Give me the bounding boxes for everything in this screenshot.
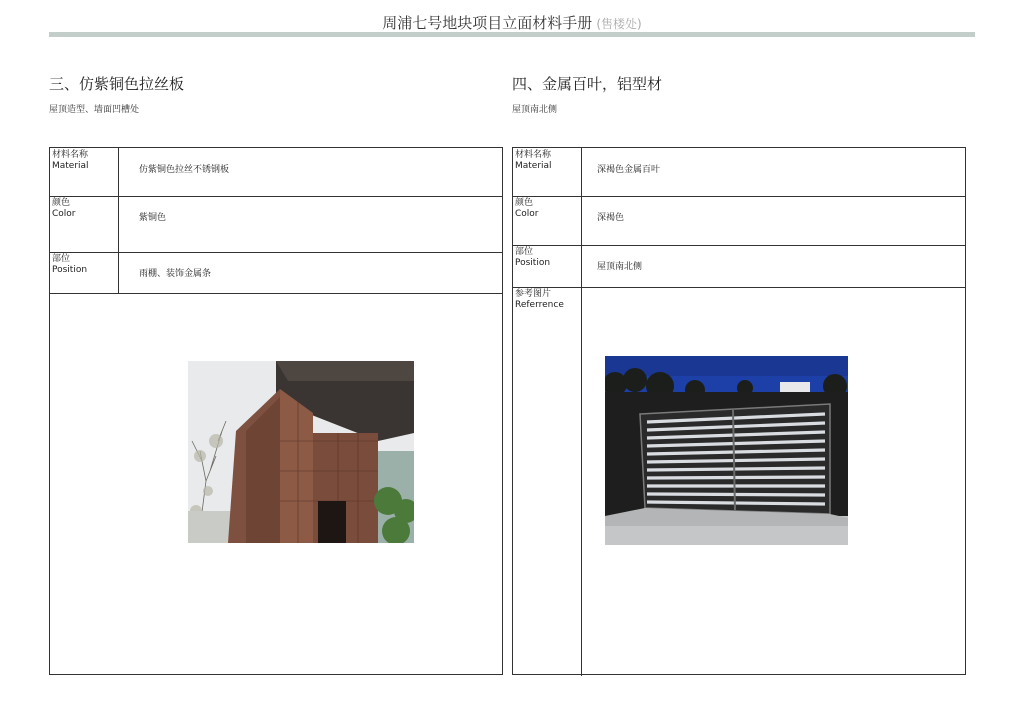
material-label bbox=[52, 150, 89, 172]
color-label-en: Color bbox=[52, 209, 76, 219]
left-column-divider bbox=[118, 148, 119, 293]
position-value: 雨棚、装饰金属条 bbox=[139, 269, 212, 279]
page-title: 周浦七号地块项目立面材料手册 bbox=[382, 14, 593, 32]
material-label-en: Material bbox=[52, 161, 89, 171]
position-value: 屋顶南北侧 bbox=[597, 262, 643, 272]
color-value: 深褐色 bbox=[597, 213, 625, 223]
page-header bbox=[0, 12, 1024, 33]
right-spec-sheet bbox=[512, 147, 966, 675]
color-label-en: Color bbox=[515, 209, 539, 219]
right-row-divider bbox=[513, 196, 965, 197]
material-label-en: Material bbox=[515, 161, 552, 171]
position-label bbox=[515, 247, 550, 269]
position-label-en: Position bbox=[52, 265, 88, 275]
color-label bbox=[52, 198, 76, 220]
reference-label-cn: 参考图片 bbox=[515, 289, 552, 299]
color-value: 紫铜色 bbox=[139, 213, 167, 223]
material-value: 深褐色金属百叶 bbox=[597, 165, 661, 175]
reference-label bbox=[515, 289, 564, 311]
left-section-title: 三、仿紫铜色拉丝板 bbox=[49, 75, 185, 93]
position-label-cn: 部位 bbox=[52, 254, 71, 264]
material-label bbox=[515, 150, 552, 172]
left-row-divider bbox=[50, 196, 502, 197]
material-label-cn: 材料名称 bbox=[52, 150, 89, 160]
left-section-subtitle: 屋顶造型、墙面凹槽处 bbox=[49, 105, 140, 115]
position-label-cn: 部位 bbox=[515, 247, 534, 257]
header-divider bbox=[49, 32, 975, 37]
page-subtitle: (售楼处) bbox=[596, 17, 642, 31]
right-row-divider bbox=[513, 245, 965, 246]
color-label bbox=[515, 198, 539, 220]
color-label-cn: 颜色 bbox=[515, 198, 534, 208]
reference-label-en: Referrence bbox=[515, 300, 564, 310]
material-label-cn: 材料名称 bbox=[515, 150, 552, 160]
right-column-divider bbox=[581, 148, 582, 676]
right-section-subtitle: 屋顶南北侧 bbox=[512, 105, 558, 115]
right-section-title: 四、金属百叶，铝型材 bbox=[512, 75, 663, 93]
left-row-divider bbox=[50, 252, 502, 253]
copper-building-photo bbox=[188, 361, 414, 543]
louver-gate-photo bbox=[605, 356, 848, 545]
right-row-divider bbox=[513, 287, 965, 288]
position-label-en: Position bbox=[515, 258, 551, 268]
left-row-divider bbox=[50, 293, 502, 294]
material-value: 仿紫铜色拉丝不锈钢板 bbox=[139, 165, 230, 175]
left-spec-sheet bbox=[49, 147, 503, 675]
position-label bbox=[52, 254, 87, 276]
color-label-cn: 颜色 bbox=[52, 198, 71, 208]
